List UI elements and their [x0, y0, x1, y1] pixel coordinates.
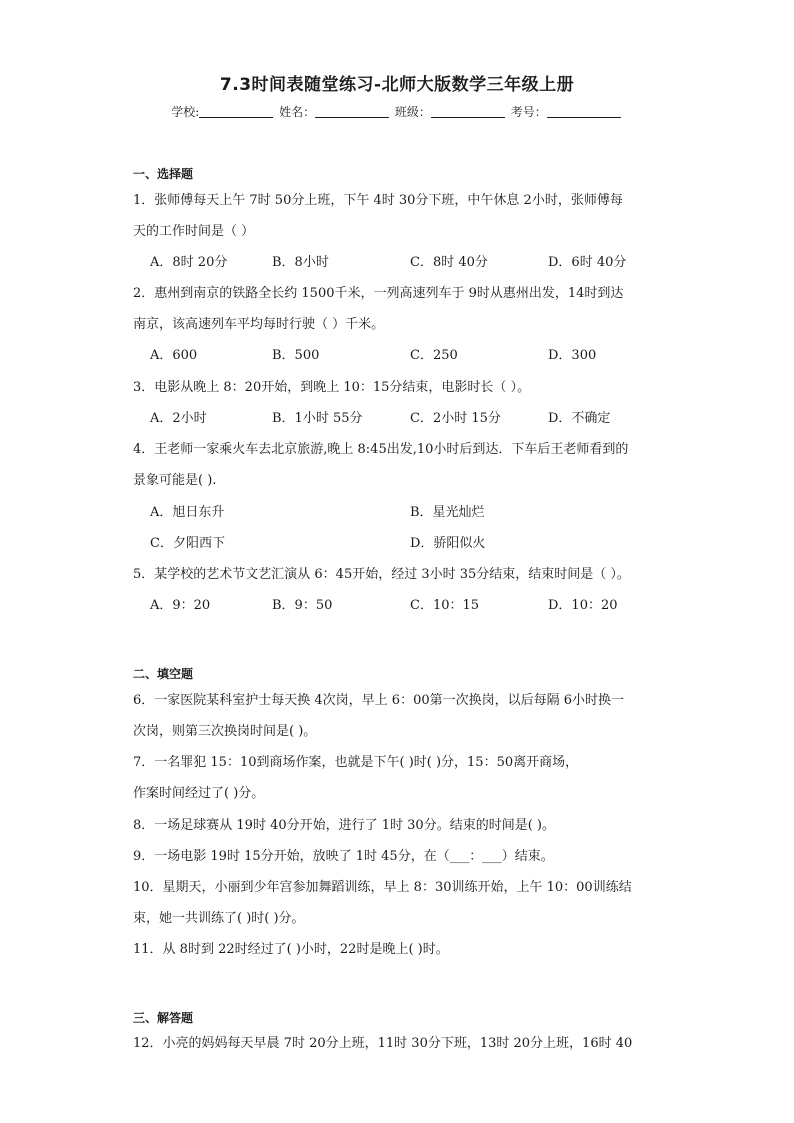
question-8-line-1: 8．一场足球赛从 19时 40分开始，进行了 1时 30分。结束的时间是( )。 [133, 818, 555, 833]
q5-option-c: C．10：15 [410, 598, 480, 613]
q1-option-b: B．8小时 [272, 255, 329, 270]
question-2-line-1: 2．惠州到南京的铁路全长约 1500千米，一列高速列车于 9时从惠州出发，14时到达 [133, 286, 624, 301]
section-heading-fill-blank: 二、填空题 [133, 667, 194, 681]
q5-option-b: B．9：50 [272, 598, 333, 613]
question-9-line-1: 9．一场电影 19时 15分开始，放映了 1时 45分，在（___：___）结束。 [133, 849, 554, 864]
q3-option-c: C．2小时 15分 [410, 411, 501, 426]
section-heading-solve: 三、解答题 [133, 1011, 194, 1025]
exam-no-blank[interactable] [547, 105, 621, 118]
q2-option-d: D．300 [548, 348, 597, 363]
q1-option-d: D．6时 40分 [548, 255, 627, 270]
student-info-row [0, 103, 794, 120]
class-label: 班级： [394, 105, 431, 119]
question-1-line-1: 1．张师傅每天上午 7时 50分上班，下午 4时 30分下班，中午休息 2小时，张师傅每 [133, 193, 623, 208]
q2-option-a: A．600 [150, 348, 198, 363]
question-10-line-1: 10．星期天，小丽到少年宫参加舞蹈训练，早上 8：30训练开始，上午 10：00训练结 [133, 880, 632, 895]
q3-option-d: D．不确定 [548, 411, 611, 426]
q1-option-c: C．8时 40分 [410, 255, 488, 270]
q3-option-b: B．1小时 55分 [272, 411, 363, 426]
q4-option-b: B．星光灿烂 [410, 505, 485, 520]
question-12-line-1: 12．小亮的妈妈每天早晨 7时 20分上班，11时 30分下班，13时 20分上班，16时 40 [133, 1036, 633, 1051]
question-5-line-1: 5．某学校的艺术节文艺汇演从 6：45开始，经过 3小时 35分结束，结束时间是（ ）。 [133, 567, 630, 582]
class-blank[interactable] [431, 105, 505, 118]
question-1-line-2: 天的工作时间是（ ） [133, 224, 255, 239]
question-6-line-1: 6．一家医院某科室护士每天换 4次岗，早上 6：00第一次换岗，以后每隔 6小时换一 [133, 693, 625, 708]
q5-option-d: D．10：20 [548, 598, 618, 613]
question-6-line-2: 次岗，则第三次换岗时间是( )。 [133, 724, 317, 739]
question-7-line-1: 7．一名罪犯 15：10到商场作案，也就是下午( )时( )分，15：50离开商场， [133, 755, 579, 770]
school-blank[interactable] [199, 105, 273, 118]
q2-option-c: C．250 [410, 348, 458, 363]
question-10-line-2: 束，她一共训练了( )时( )分。 [133, 911, 305, 926]
question-4-line-2: 景象可能是( ). [133, 473, 217, 488]
section-heading-choice: 一、选择题 [133, 167, 194, 181]
question-4-line-1: 4．王老师一家乘火车去北京旅游,晚上 8:45出发,10小时后到达．下车后王老师看到的 [133, 442, 629, 457]
page-title: 7.3时间表随堂练习-北师大版数学三年级上册 [219, 75, 575, 95]
q4-option-a: A．旭日东升 [150, 505, 225, 520]
question-2-line-2: 南京，该高速列车平均每时行驶（ ）千米。 [133, 317, 385, 332]
q5-option-a: A．9：20 [150, 598, 211, 613]
question-3-line-1: 3．电影从晚上 8：20开始，到晚上 10：15分结束，电影时长（ ）。 [133, 380, 531, 395]
question-7-line-2: 作案时间经过了( )分。 [133, 786, 265, 801]
q4-option-d: D．骄阳似火 [410, 536, 486, 551]
q4-option-c: C．夕阳西下 [150, 536, 225, 551]
school-label: 学校: [171, 105, 200, 119]
q2-option-b: B．500 [272, 348, 320, 363]
q1-option-a: A．8时 20分 [150, 255, 228, 270]
exam-no-label: 考号： [510, 105, 547, 119]
name-label: 姓名： [279, 105, 316, 119]
question-11-line-1: 11．从 8时到 22时经过了( )小时，22时是晚上( )时。 [133, 942, 449, 957]
q3-option-a: A．2小时 [150, 411, 207, 426]
name-blank[interactable] [315, 105, 389, 118]
